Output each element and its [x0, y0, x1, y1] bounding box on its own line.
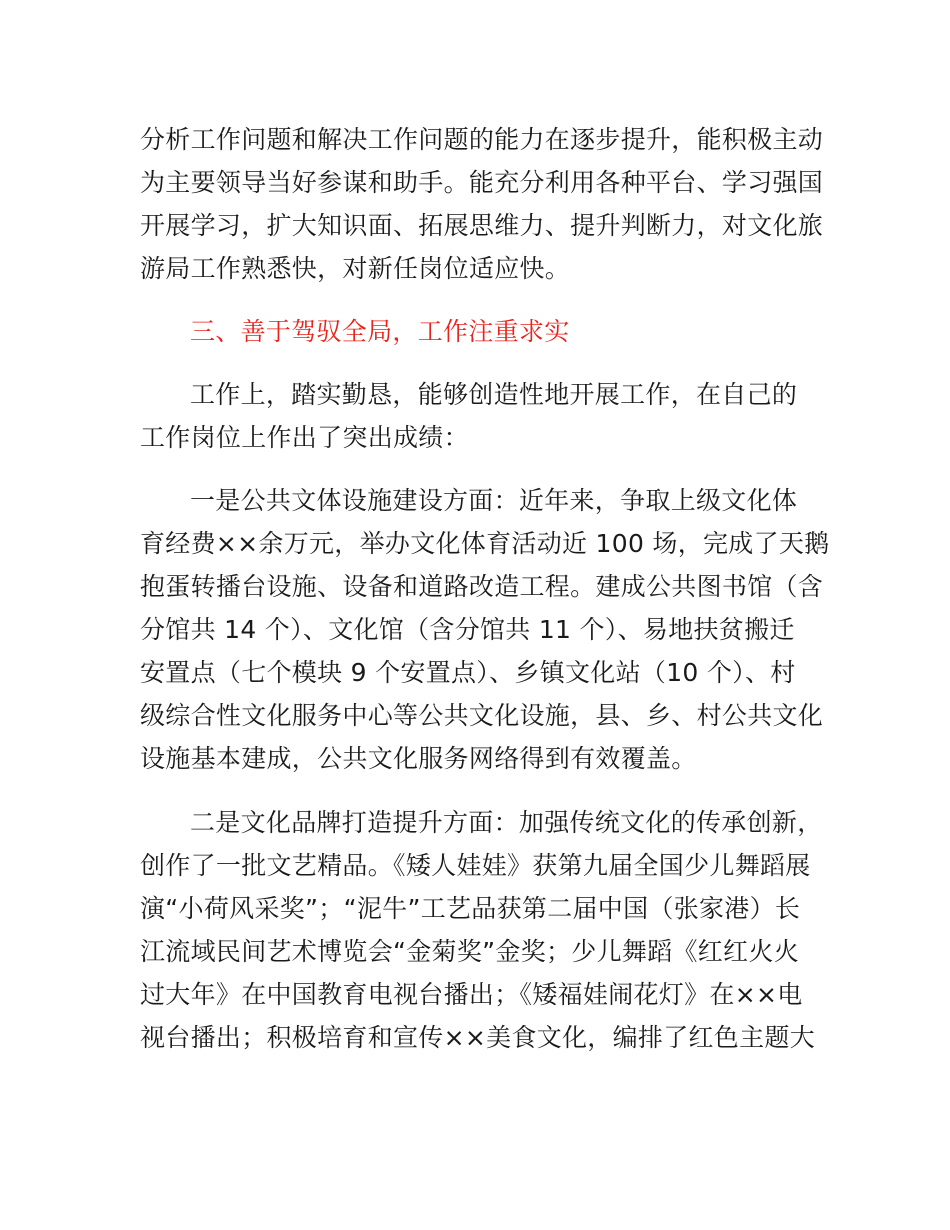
- paragraph-line: 演“小荷风采奖”；“泥牛”工艺品获第二届中国（张家港）长: [140, 894, 801, 923]
- paragraph-line: 抱蛋转播台设施、设备和道路改造工程。建成公共图书馆（含: [140, 572, 824, 601]
- section-heading: 三、善于驾驭全局，工作注重求实: [190, 317, 570, 346]
- paragraph-line: 工作上，踏实勤恳，能够创造性地开展工作，在自己的: [190, 380, 798, 409]
- paragraph-line: 为主要领导当好参谋和助手。能充分利用各种平台、学习强国: [140, 168, 824, 197]
- paragraph-line: 分馆共 14 个）、文化馆（含分馆共 11 个）、易地扶贫搬迁: [140, 615, 795, 644]
- paragraph-line: 安置点（七个模块 9 个安置点）、乡镇文化站（10 个）、村: [140, 658, 796, 687]
- paragraph-line: 设施基本建成，公共文化服务网络得到有效覆盖。: [140, 744, 697, 773]
- paragraph-line: 过大年》在中国教育电视台播出；《矮福娃闹花灯》在××电: [140, 980, 803, 1009]
- paragraph-line: 游局工作熟悉快，对新任岗位适应快。: [140, 254, 571, 283]
- paragraph-line: 一是公共文体设施建设方面：近年来，争取上级文化体: [190, 486, 798, 515]
- paragraph-line: 创作了一批文艺精品。《矮人娃娃》获第九届全国少儿舞蹈展: [140, 851, 811, 880]
- paragraph-line: 视台播出；积极培育和宣传××美食文化，编排了红色主题大: [140, 1023, 815, 1052]
- paragraph-line: 工作岗位上作出了突出成绩：: [140, 423, 469, 452]
- paragraph-line: 分析工作问题和解决工作问题的能力在逐步提升，能积极主动: [140, 125, 824, 154]
- paragraph-line: 级综合性文化服务中心等公共文化设施，县、乡、村公共文化: [140, 701, 824, 730]
- paragraph-line: 开展学习，扩大知识面、拓展思维力、提升判断力，对文化旅: [140, 211, 824, 240]
- paragraph-line: 育经费××余万元，举办文化体育活动近 100 场，完成了天鹅: [140, 529, 830, 558]
- paragraph-line: 二是文化品牌打造提升方面：加强传统文化的传承创新，: [190, 808, 823, 837]
- paragraph-line: 江流域民间艺术博览会“金菊奖”金奖；少儿舞蹈《红红火火: [140, 937, 800, 966]
